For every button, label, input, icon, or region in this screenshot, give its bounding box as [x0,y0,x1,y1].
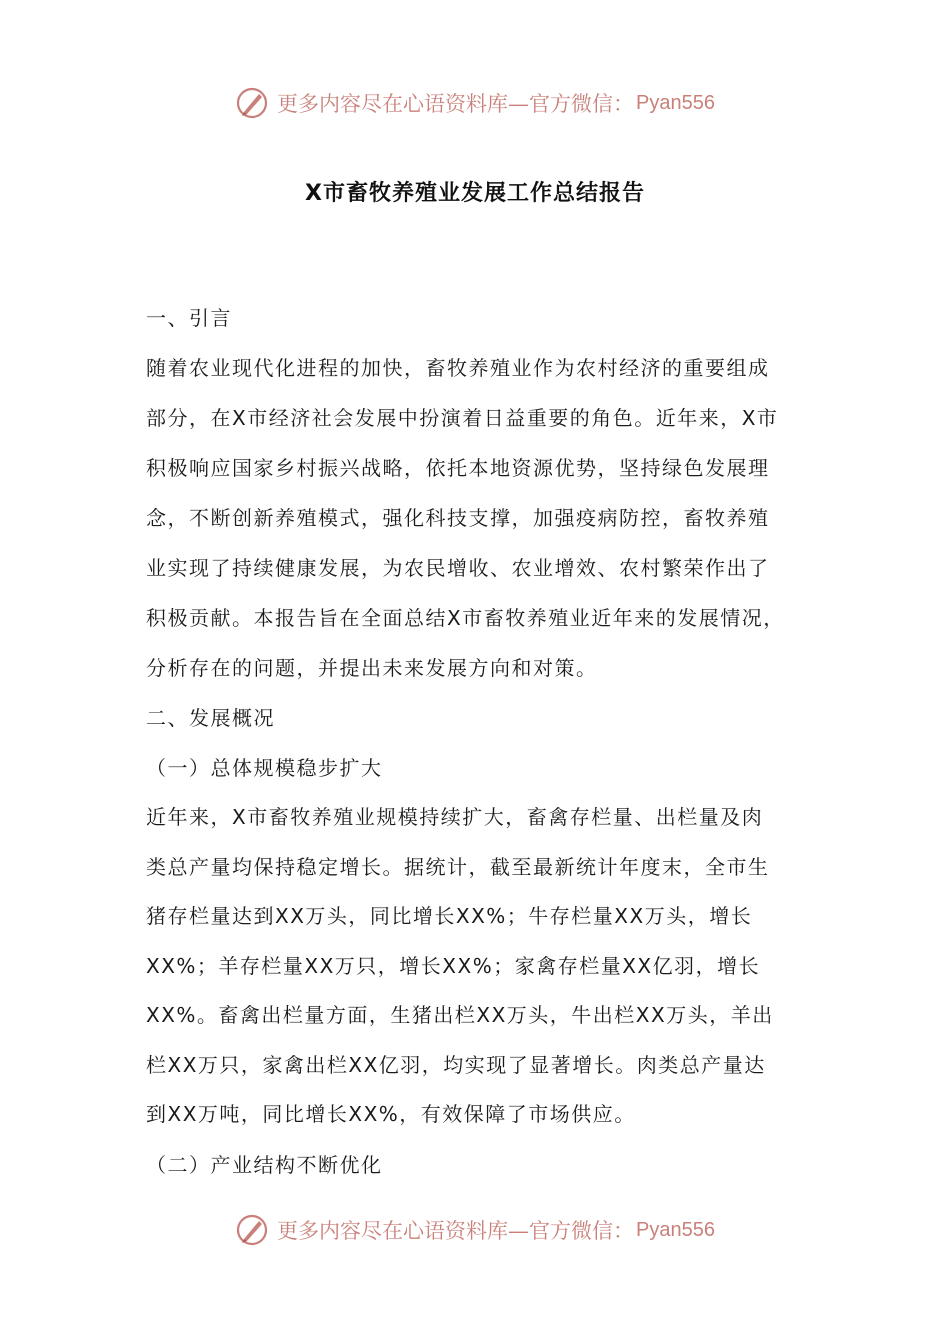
wechat-id: Pyan556 [636,1218,715,1241]
paragraph-line: 部分，在X市经济社会发展中扮演着日益重要的角色。近年来，X市 [146,406,779,430]
paragraph-line: 念，不断创新养殖模式，强化科技支撑，加强疫病防控，畜牧养殖 [146,506,770,530]
banner-text: 更多内容尽在心语资料库—官方微信： [277,92,635,116]
pen-logo-icon [235,1213,269,1247]
footer-banner [0,1210,950,1250]
document-title: X市畜牧养殖业发展工作总结报告 [305,181,645,206]
paragraph-line: 积极响应国家乡村振兴战略，依托本地资源优势，坚持绿色发展理 [146,456,770,480]
paragraph-line: 类总产量均保持稳定增长。据统计，截至最新统计年度末，全市生 [146,855,770,879]
subsection-heading-scale: （一）总体规模稳步扩大 [146,756,383,780]
paragraph-line: XX%。畜禽出栏量方面，生猪出栏XX万头，牛出栏XX万头，羊出 [146,1003,774,1027]
header-banner [0,83,950,123]
paragraph-line: XX%；羊存栏量XX万只，增长XX%；家禽存栏量XX亿羽，增长 [146,954,761,978]
wechat-id: Pyan556 [636,91,715,114]
section-heading-intro: 一、引言 [146,306,232,330]
paragraph-line: 分析存在的问题，并提出未来发展方向和对策。 [146,656,598,680]
paragraph-line: 猪存栏量达到XX万头，同比增长XX%；牛存栏量XX万头，增长 [146,904,753,928]
paragraph-line: 栏XX万只，家禽出栏XX亿羽，均实现了显著增长。肉类总产量达 [146,1053,766,1077]
paragraph-line: 随着农业现代化进程的加快，畜牧养殖业作为农村经济的重要组成 [146,356,770,380]
paragraph-line: 积极贡献。本报告旨在全面总结X市畜牧养殖业近年来的发展情况， [146,606,785,630]
pen-logo-icon [235,86,269,120]
banner-text: 更多内容尽在心语资料库—官方微信： [277,1219,635,1243]
subsection-heading-structure: （二）产业结构不断优化 [146,1153,383,1177]
section-heading-overview: 二、发展概况 [146,706,275,730]
paragraph-line: 到XX万吨，同比增长XX%，有效保障了市场供应。 [146,1102,636,1126]
paragraph-line: 业实现了持续健康发展，为农民增收、农业增效、农村繁荣作出了 [146,556,770,580]
paragraph-line: 近年来，X市畜牧养殖业规模持续扩大，畜禽存栏量、出栏量及肉 [146,805,764,829]
